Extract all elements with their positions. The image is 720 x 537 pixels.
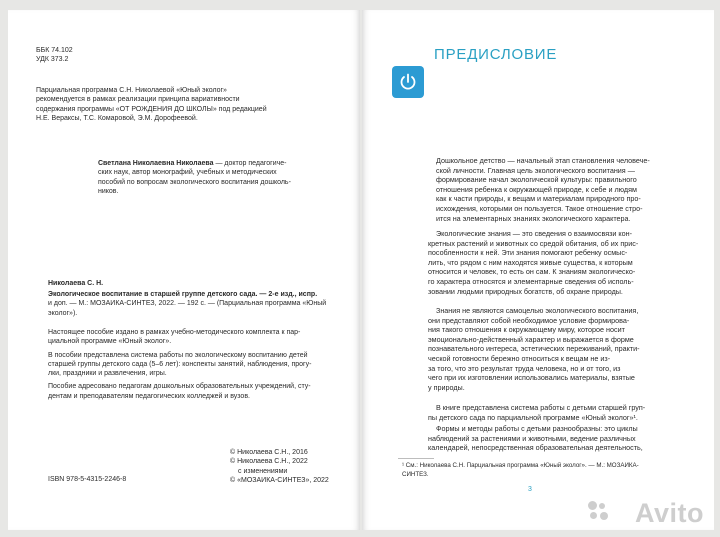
para-4 [428, 403, 690, 422]
author-bio-rest: — доктор педагогиче- [215, 160, 287, 167]
bbk-code: ББК 74.102 [36, 47, 73, 54]
abstract-line: Настоящее пособие издано в рамках учебно-методического комплекта к пар- [48, 329, 301, 336]
udk-code: УДК 373.2 [36, 56, 69, 63]
copyright-line: © Николаева С.Н., 2022 [230, 458, 308, 466]
bibliography-line: Экологическое воспитание в старшей группе детского сада. — 2-е изд., испр. [48, 291, 318, 298]
author-bio-line [98, 159, 348, 168]
program-note-line: Парциальная программа С.Н. Николаевой «Юный эколог» [36, 87, 227, 94]
program-note [36, 86, 336, 123]
para-line: за того, что это результат труда человека, но и от того, из [428, 363, 621, 373]
para-line: Формы и методы работы с детьми разнообразны: это циклы [436, 424, 638, 433]
footnote-rule [398, 458, 434, 459]
abstract-line: старшей группы детского сада (5–6 лет): конспекты занятий, наблюдения, прогу- [48, 360, 312, 368]
author-bio [98, 159, 348, 196]
para-line: формирование начал экологической культуры: правильного [436, 175, 637, 185]
power-icon [392, 66, 424, 98]
para-5 [428, 424, 690, 453]
author-bio-line: ских наук, автор монографий, учебных и методических [98, 169, 277, 177]
author-bio-line: ников. [98, 187, 119, 195]
abstract-line: Пособие адресовано педагогам дошкольных образовательных учреждений, сту- [48, 383, 311, 391]
author-bio-name: Светлана Николаевна Николаева [98, 160, 216, 167]
left-page [8, 10, 360, 530]
author-bio-line: пособий по вопросам экологического воспитания дошколь- [98, 178, 291, 186]
copyright-line: © «МОЗАИКА-СИНТЕЗ», 2022 [230, 476, 329, 484]
abstract-line: дентам и преподавателям педагогических колледжей и вузов. [48, 392, 250, 400]
para-line: как к части природы, к вещам и материалам природного про- [436, 194, 641, 204]
para-line: зовании людьми природных богатств, об охране природы. [428, 286, 623, 296]
para-line: эмоционально-действенный характер и выражается в форме [428, 334, 634, 344]
para-line: они представляют собой необходимое условие формирова- [428, 315, 630, 325]
copyright-block [230, 448, 360, 485]
para-2 [428, 229, 690, 296]
bibliography [48, 290, 348, 318]
bibliography-line: эколог»). [48, 309, 78, 317]
copyright-line: с изменениями [238, 467, 288, 475]
bibliography-line: и доп. — М.: МОЗАИКА-СИНТЕЗ, 2022. — 192 с. — (Парциальная программа «Юный [48, 300, 327, 308]
abstract-line: циальной программе «Юный эколог». [48, 338, 172, 346]
footnote-line: СИНТЕЗ. [402, 470, 429, 478]
para-line: относится и человек, то есть он сам. К знаниям экологическо- [428, 267, 636, 277]
para-line: чего при их изготовлении использовались материалы, взятые [428, 373, 635, 383]
para-3 [428, 306, 690, 392]
para-line: у природы. [428, 382, 465, 392]
para-line: В книге представлена система работы с детьми старшей груп- [436, 403, 646, 412]
page-title: ПРЕДИСЛОВИЕ [434, 46, 558, 63]
para-line: наблюдений за растениями и животными, ведение различных [428, 433, 636, 443]
para-line: календарей, непосредственная образовательная деятельность, [428, 443, 643, 453]
abstract-line: В пособии представлена система работы по экологическому воспитанию детей [48, 351, 308, 359]
abstract-line: лки, праздники и развлечения, игры. [48, 370, 167, 378]
avito-logo-icon [588, 501, 608, 521]
para-line: ческой готовности бережно относиться к вещам не из- [428, 353, 611, 363]
para-line: го характера относятся и элементарные сведения об исполь- [428, 276, 634, 286]
footnote [402, 462, 698, 479]
para-line: Экологические знания — это сведения о взаимосвязи кон- [436, 229, 632, 238]
para-line: ской личности. Главная цель экологического воспитания — [436, 165, 635, 175]
para-1 [436, 156, 690, 223]
para-line: исхождения, которыми он пользуется. Такое отношение стро- [436, 203, 643, 213]
abstract [48, 328, 348, 401]
para-line: отношения ребенка к окружающей природе, к себе и людям [436, 184, 637, 194]
avito-watermark: Avito [635, 498, 704, 528]
footnote-line: ¹ См.: Николаева С.Н. Парциальная программа «Юный эколог». — М.: МОЗАИКА- [402, 462, 639, 469]
para-line: пособленности к ней. Эти знания помогают ребенку осмыс- [428, 248, 628, 258]
para-line: лить, что рядом с ним находятся живые существа, к которым [428, 257, 633, 267]
para-line: ится на элементарных знаниях экологического характера. [436, 213, 631, 223]
author-name: Николаева С. Н. [48, 280, 104, 287]
copyright-line: © Николаева С.Н., 2016 [230, 449, 308, 456]
right-page [362, 10, 714, 530]
para-line: Знания не являются самоцелью экологического воспитания, [436, 306, 639, 315]
para-line: кретных растений и животных со средой обитания, об их прис- [428, 238, 639, 248]
para-line: ния такого отношения к окружающему миру, которое носит [428, 325, 625, 335]
program-note-line: Н.Е. Вераксы, Т.С. Комаровой, Э.М. Дорофеевой. [36, 114, 198, 122]
program-note-line: содержания программы «ОТ РОЖДЕНИЯ ДО ШКОЛЫ» под редакцией [36, 105, 267, 113]
program-note-line: рекомендуется в рамках реализации принципа вариативности [36, 96, 240, 104]
para-line: пы детского сада по парциальной программе «Юный эколог»¹. [428, 412, 638, 422]
para-line: Дошкольное детство — начальный этап становления человече- [436, 156, 650, 165]
page-number: 3 [528, 486, 532, 493]
isbn: ISBN 978-5-4315-2246-8 [48, 476, 127, 483]
power-icon-glyph [398, 72, 418, 92]
para-line: познавательного интереса, эстетических переживаний, практи- [428, 344, 640, 354]
